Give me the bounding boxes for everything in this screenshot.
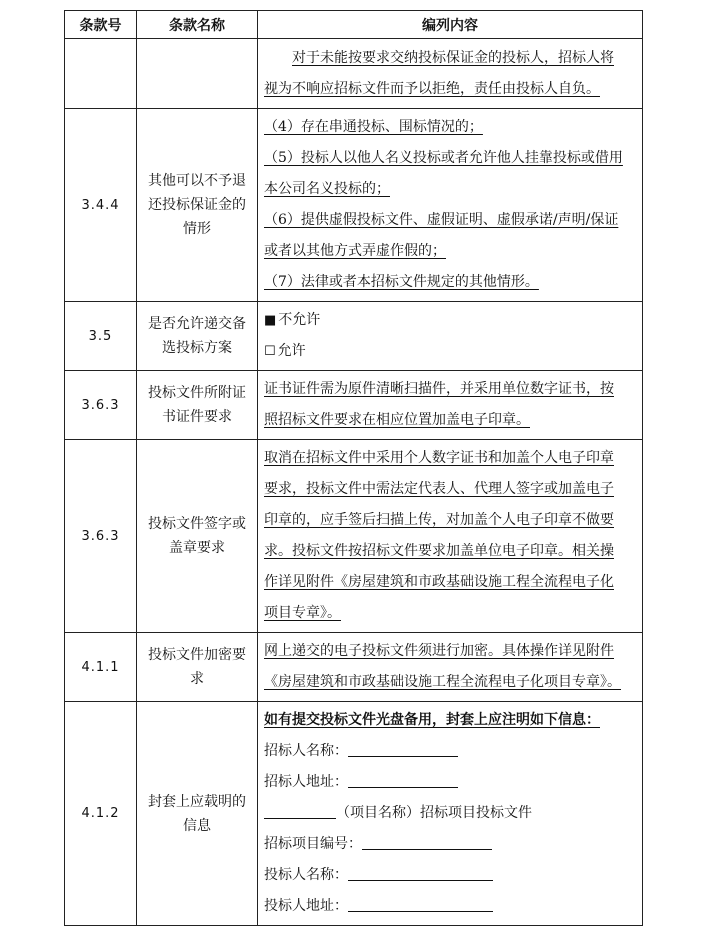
clause-name: 是否允许递交备选投标方案 <box>137 302 258 371</box>
table-row <box>65 109 643 302</box>
clause-number: 4.1.1 <box>65 633 137 702</box>
clause-content <box>258 109 643 302</box>
table-row <box>65 633 643 702</box>
content-line: 求。投标文件按招标文件要求加盖单位电子印章。相关操 <box>264 543 614 559</box>
content-line: （6）提供虚假投标文件、虚假证明、虚假承诺/声明/保证 <box>264 212 619 228</box>
content-line: 视为不响应招标文件而予以拒绝，责任由投标人自负。 <box>264 80 600 97</box>
clause-number <box>65 39 137 109</box>
clause-name: 投标文件加密要求 <box>137 633 258 702</box>
content-line: 照招标文件要求在相应位置加盖电子印章。 <box>264 412 530 428</box>
clause-content <box>258 633 643 702</box>
clause-content <box>258 371 643 440</box>
clause-number: 3.5 <box>65 302 137 371</box>
content-line: 作详见附件《房屋建筑和市政基础设施工程全流程电子化 <box>264 574 614 590</box>
content-line: 要求，投标文件中需法定代表人、代理人签字或加盖电子 <box>264 481 614 497</box>
field-project-title: （项目名称）招标项目投标文件 <box>264 798 637 829</box>
table-row <box>65 39 643 109</box>
fill-blank <box>348 866 493 881</box>
table-row <box>65 702 643 926</box>
field-tenderer-address: 招标人地址： <box>264 767 637 798</box>
fill-blank <box>348 742 458 757</box>
clause-number: 3.6.3 <box>65 371 137 440</box>
clause-content <box>258 702 643 926</box>
table-row <box>65 371 643 440</box>
clause-number: 3.6.3 <box>65 440 137 633</box>
clause-name: 其他可以不予退还投标保证金的情形 <box>137 109 258 302</box>
fill-blank <box>362 835 492 850</box>
header-content: 编列内容 <box>258 11 643 39</box>
content-line: 或者以其他方式弄虚作假的； <box>264 243 446 259</box>
field-bidder-name: 投标人名称： <box>264 860 637 891</box>
clause-name: 投标文件所附证书证件要求 <box>137 371 258 440</box>
content-line: 《房屋建筑和市政基础设施工程全流程电子化项目专章》。 <box>264 674 621 690</box>
content-line: 网上递交的电子投标文件须进行加密。具体操作详见附件 <box>264 643 614 659</box>
table-row <box>65 440 643 633</box>
clause-name: 封套上应载明的信息 <box>137 702 258 926</box>
content-line: （4）存在串通投标、围标情况的； <box>264 119 483 135</box>
field-bidder-address: 投标人地址： <box>264 891 637 922</box>
option-allowed: ☐ 允许 <box>264 343 306 359</box>
unchecked-box-icon: ☐ <box>264 344 276 359</box>
clause-name: 投标文件签字或盖章要求 <box>137 440 258 633</box>
header-clause-name: 条款名称 <box>137 11 258 39</box>
content-line: （5）投标人以他人名义投标或者允许他人挂靠投标或借用 <box>264 150 623 166</box>
clause-content <box>258 39 643 109</box>
content-line: 本公司名义投标的； <box>264 181 390 197</box>
clause-content <box>258 440 643 633</box>
clause-table <box>64 10 643 926</box>
header-clause-number: 条款号 <box>65 11 137 39</box>
fill-blank <box>348 897 493 912</box>
option-not-allowed: ■ 不允许 <box>264 312 321 328</box>
envelope-heading: 如有提交投标文件光盘备用，封套上应注明如下信息： <box>264 712 600 728</box>
table-row <box>65 302 643 371</box>
table-header-row <box>65 11 643 39</box>
clause-content <box>258 302 643 371</box>
checked-box-icon: ■ <box>264 313 277 328</box>
clause-name <box>137 39 258 109</box>
content-line: 证书证件需为原件清晰扫描件，并采用单位数字证书，按 <box>264 381 614 397</box>
fill-blank <box>264 804 336 819</box>
fill-blank <box>348 773 458 788</box>
content-line: （7）法律或者本招标文件规定的其他情形。 <box>264 274 539 290</box>
content-line: 项目专章》。 <box>264 605 341 621</box>
content-line: 对于未能按要求交纳投标保证金的投标人，招标人将 <box>292 49 614 66</box>
content-line: 取消在招标文件中采用个人数字证书和加盖个人电子印章 <box>264 450 614 466</box>
field-tenderer-name: 招标人名称： <box>264 736 637 767</box>
clause-number: 3.4.4 <box>65 109 137 302</box>
field-project-number: 招标项目编号： <box>264 829 637 860</box>
clause-number: 4.1.2 <box>65 702 137 926</box>
content-line: 印章的，应手签后扫描上传，对加盖个人电子印章不做要 <box>264 512 614 528</box>
